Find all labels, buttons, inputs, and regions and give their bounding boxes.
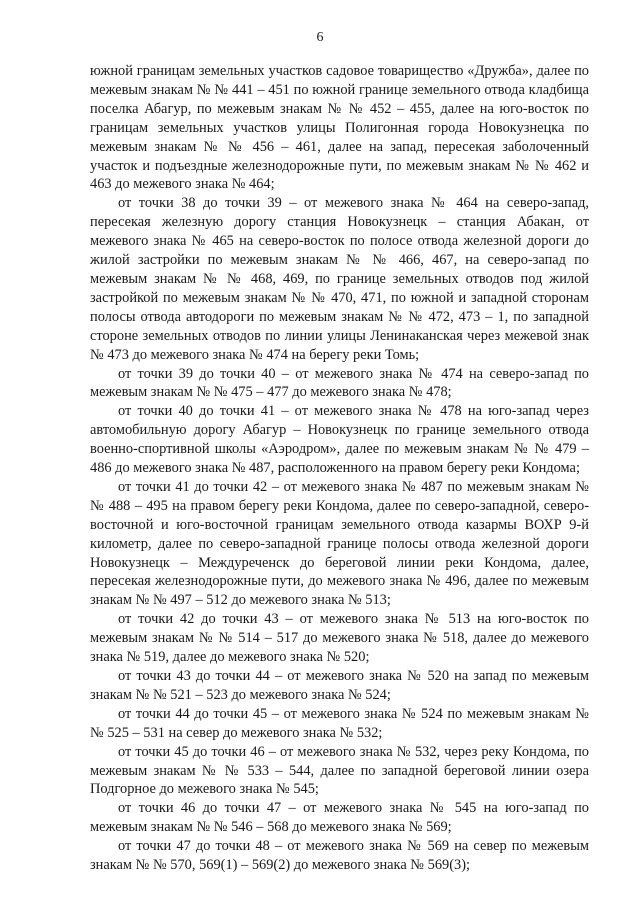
- paragraph: от точки 41 до точки 42 – от межевого знака № 487 по межевым знакам № № 488 – 495 на правом берегу реки Кондома, далее по северо-западной, северо-восточной и юго-восточной границам земельного отвода казармы ВОХР 9-й километр, далее по северо-западной границе полосы отвода железной дороги Новокузнецк – Междуреченск до береговой линии реки Кондома, далее, пересекая железнодорожные пути, до межевого знака № 496, далее по межевым знакам № № 497 – 512 до межевого знака № 513;: [90, 478, 589, 609]
- paragraph: от точки 38 до точки 39 – от межевого знака № 464 на северо-запад, пересекая железную дорогу станция Новокузнецк – станция Абакан, от межевого знака № 465 на северо-восток по полосе отвода железной дороги до жилой застройки по межевым знакам № № 466, 467, на северо-запад по межевым знакам № № 468, 469, по границе земельных отводов под жилой застройкой по межевым знакам № № 470, 471, по южной и западной сторонам полосы отвода автодороги по межевым знакам № № 472, 473 – 1, по западной стороне земельных отводов по линии улицы Ленинаканская через межевой знак № 473 до межевого знака № 474 на берегу реки Томь;: [90, 195, 589, 363]
- paragraph: от точки 45 до точки 46 – от межевого знака № 532, через реку Кондома, по межевым знакам № № 533 – 544, далее по западной береговой линии озера Подгорное до межевого знака № 545;: [90, 743, 589, 798]
- paragraph: от точки 47 до точки 48 – от межевого знака № 569 на север по межевым знакам № № 570, 569(1) – 569(2) до межевого знака № 569(3);: [90, 838, 589, 874]
- paragraph: от точки 46 до точки 47 – от межевого знака № 545 на юго-запад по межевым знакам № № 546 – 568 до межевого знака № 569;: [90, 800, 589, 836]
- page-number: 6: [316, 30, 324, 45]
- paragraph: от точки 42 до точки 43 – от межевого знака № 513 на юго-восток по межевым знакам № № 514 – 517 до межевого знака № 518, далее до межевого знака № 519, далее до межевого знака № 520;: [90, 611, 589, 666]
- paragraph: от точки 44 до точки 45 – от межевого знака № 524 по межевым знакам № № 525 – 531 на север до межевого знака № 532;: [90, 705, 589, 741]
- paragraph: от точки 39 до точки 40 – от межевого знака № 474 на северо-запад по межевым знакам № № 475 – 477 до межевого знака № 478;: [90, 365, 589, 401]
- paragraph: от точки 40 до точки 41 – от межевого знака № 478 на юго-запад через автомобильную дорогу Абагур – Новокузнецк по границе земельного отвода военно-спортивной школы «Аэродром», далее по межевым знакам № № 479 – 486 до межевого знака № 487, расположенного на правом берегу реки Кондома;: [90, 403, 589, 477]
- paragraph: южной границам земельных участков садовое товарищество «Дружба», далее по межевым знакам № № 441 – 451 по южной границе земельного отвода кладбища поселка Абагур, по межевым знакам № № 452 – 455, далее на юго-восток по границам земельных участков улицы Полигонная города Новокузнецка по межевым знакам № № 456 – 461, далее на запад, пересекая заболоченный участок и подъездные железнодорожные пути, по межевым знакам № № 462 и 463 до межевого знака № 464;: [90, 63, 589, 193]
- paragraph: от точки 43 до точки 44 – от межевого знака № 520 на запад по межевым знакам № № 521 – 523 до межевого знака № 524;: [90, 668, 589, 703]
- document-body: [90, 62, 589, 875]
